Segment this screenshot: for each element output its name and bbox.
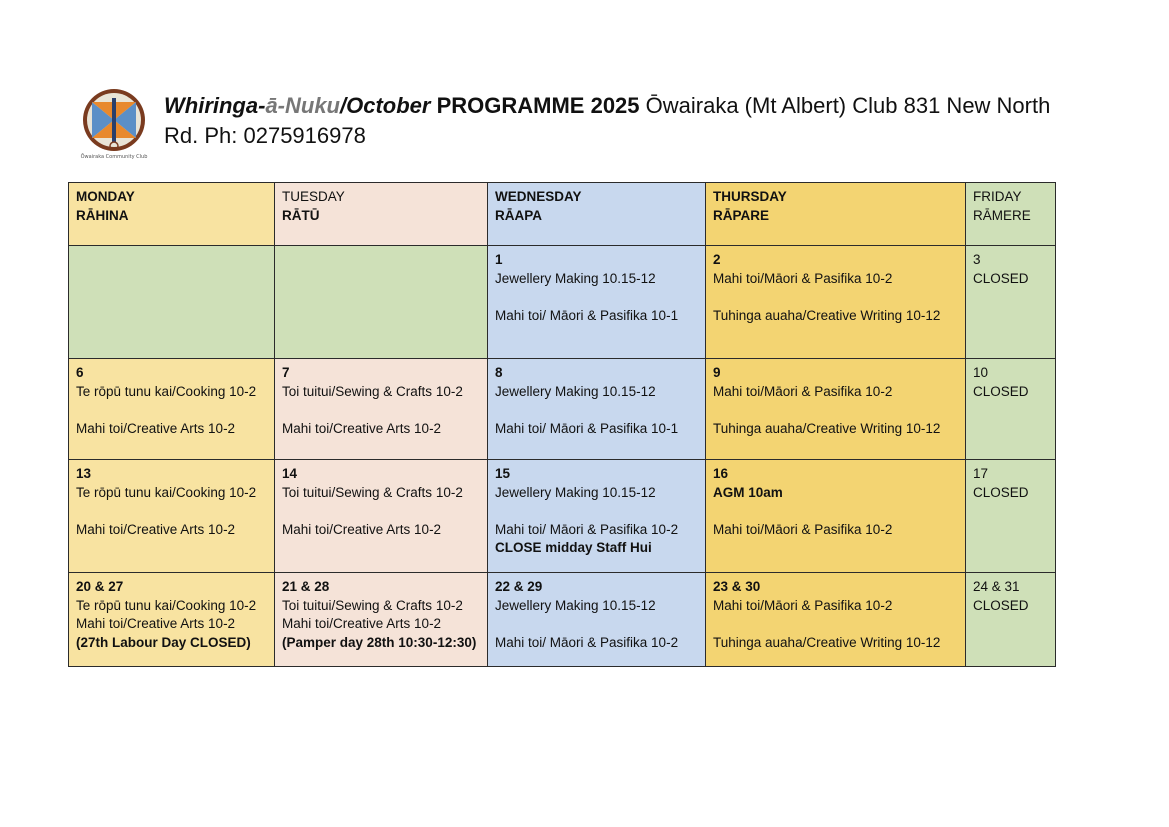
notice: (27th Labour Day CLOSED) <box>76 634 251 650</box>
day-cell-thu-16 <box>706 460 966 573</box>
day-cell-thu-9 <box>706 359 966 460</box>
activity: Jewellery Making 10.15-12 <box>495 383 656 399</box>
activity: Tuhinga auaha/Creative Writing 10-12 <box>713 420 941 436</box>
day-cell-mon-13 <box>69 460 275 573</box>
empty-cell-tuesday <box>275 246 488 359</box>
date-label: 24 & 31 <box>973 579 1020 594</box>
date-label: 13 <box>76 466 92 481</box>
day-cell-mon-20-27 <box>69 573 275 667</box>
date-label: 8 <box>495 365 503 380</box>
title-month-english: /October <box>340 93 431 118</box>
header-tuesday: TUESDAY RĀTŪ <box>275 183 488 246</box>
activity: Toi tuitui/Sewing & Crafts 10-2 <box>282 484 463 500</box>
activity: Mahi toi/Māori & Pasifika 10-2 <box>713 270 893 286</box>
activity: Mahi toi/Māori & Pasifika 10-2 <box>713 597 893 613</box>
logo-text: Ōwairaka Community Club <box>80 154 148 160</box>
date-label: 22 & 29 <box>495 579 543 594</box>
closed-label: CLOSED <box>973 270 1029 286</box>
week-row-2 <box>69 359 1056 460</box>
activity: Toi tuitui/Sewing & Crafts 10-2 <box>282 597 463 613</box>
activity: Mahi toi/Creative Arts 10-2 <box>76 420 236 436</box>
week-row-1 <box>69 246 1056 359</box>
activity: Mahi toi/Māori & Pasifika 10-2 <box>713 521 893 537</box>
day-header-row <box>69 183 1056 246</box>
date-label: 23 & 30 <box>713 579 761 594</box>
header-monday: MONDAY RĀHINA <box>69 183 275 246</box>
activity: Mahi toi/Creative Arts 10-2 <box>282 521 442 537</box>
programme-calendar <box>68 182 1056 667</box>
closed-label: CLOSED <box>973 383 1029 399</box>
activity: Mahi toi/Creative Arts 10-2 <box>76 616 236 631</box>
date-label: 17 <box>973 466 989 481</box>
closed-label: CLOSED <box>973 597 1029 613</box>
notice: (Pamper day 28th 10:30-12:30) <box>282 634 477 650</box>
club-logo-icon <box>78 88 150 160</box>
day-cell-tue-21-28 <box>275 573 488 667</box>
date-label: 16 <box>713 466 729 481</box>
date-label: 1 <box>495 252 503 267</box>
day-cell-thu-23-30 <box>706 573 966 667</box>
title-club-details: Ōwairaka (Mt Albert) Club 831 New North Rd. Ph: 0275916978 <box>164 93 1051 148</box>
activity: AGM 10am <box>713 484 783 500</box>
date-label: 2 <box>713 252 721 267</box>
date-label: 7 <box>282 365 290 380</box>
empty-cell-monday <box>69 246 275 359</box>
title-month: Whiringa- <box>164 93 266 118</box>
closed-label: CLOSED <box>973 484 1029 500</box>
header-wednesday: WEDNESDAY RĀAPA <box>488 183 706 246</box>
date-label: 20 & 27 <box>76 579 124 594</box>
activity: Mahi toi/ Māori & Pasifika 10-2 <box>495 634 679 650</box>
activity: Jewellery Making 10.15-12 <box>495 597 656 613</box>
day-cell-wed-1 <box>488 246 706 359</box>
activity: Tuhinga auaha/Creative Writing 10-12 <box>713 307 941 323</box>
activity: Mahi toi/ Māori & Pasifika 10-1 <box>495 420 679 436</box>
activity: Mahi toi/Creative Arts 10-2 <box>76 521 236 537</box>
week-row-3 <box>69 460 1056 573</box>
date-label: 6 <box>76 365 84 380</box>
activity: Mahi toi/Creative Arts 10-2 <box>282 420 442 436</box>
day-cell-mon-6 <box>69 359 275 460</box>
day-cell-fri-3 <box>966 246 1056 359</box>
activity: Te rōpū tunu kai/Cooking 10-2 <box>76 484 257 500</box>
week-row-4 <box>69 573 1056 667</box>
day-cell-wed-8 <box>488 359 706 460</box>
day-cell-tue-14 <box>275 460 488 573</box>
date-label: 14 <box>282 466 298 481</box>
title-programme: PROGRAMME 2025 <box>430 93 640 118</box>
activity: Te rōpū tunu kai/Cooking 10-2 <box>76 383 257 399</box>
header-friday: FRIDAY RĀMERE <box>966 183 1056 246</box>
notice: CLOSE midday Staff Hui <box>495 540 652 555</box>
activity: Te rōpū tunu kai/Cooking 10-2 <box>76 597 257 613</box>
day-cell-wed-22-29 <box>488 573 706 667</box>
date-label: 3 <box>973 252 981 267</box>
date-label: 15 <box>495 466 511 481</box>
title-month-macron: ā-Nuku <box>265 93 340 118</box>
date-label: 9 <box>713 365 721 380</box>
day-cell-thu-2 <box>706 246 966 359</box>
activity: Mahi toi/ Māori & Pasifika 10-2 <box>495 521 679 537</box>
day-cell-tue-7 <box>275 359 488 460</box>
day-cell-fri-24-31 <box>966 573 1056 667</box>
header-thursday: THURSDAY RĀPARE <box>706 183 966 246</box>
day-cell-fri-10 <box>966 359 1056 460</box>
date-label: 10 <box>973 365 989 380</box>
activity: Mahi toi/Māori & Pasifika 10-2 <box>713 383 893 399</box>
activity: Jewellery Making 10.15-12 <box>495 270 656 286</box>
day-cell-fri-17 <box>966 460 1056 573</box>
activity: Mahi toi/ Māori & Pasifika 10-1 <box>495 307 679 323</box>
page-title <box>164 91 1064 151</box>
date-label: 21 & 28 <box>282 579 330 594</box>
document-header <box>78 88 1078 158</box>
activity: Jewellery Making 10.15-12 <box>495 484 656 500</box>
activity: Mahi toi/Creative Arts 10-2 <box>282 616 442 631</box>
activity: Toi tuitui/Sewing & Crafts 10-2 <box>282 383 463 399</box>
activity: Tuhinga auaha/Creative Writing 10-12 <box>713 634 941 650</box>
day-cell-wed-15 <box>488 460 706 573</box>
